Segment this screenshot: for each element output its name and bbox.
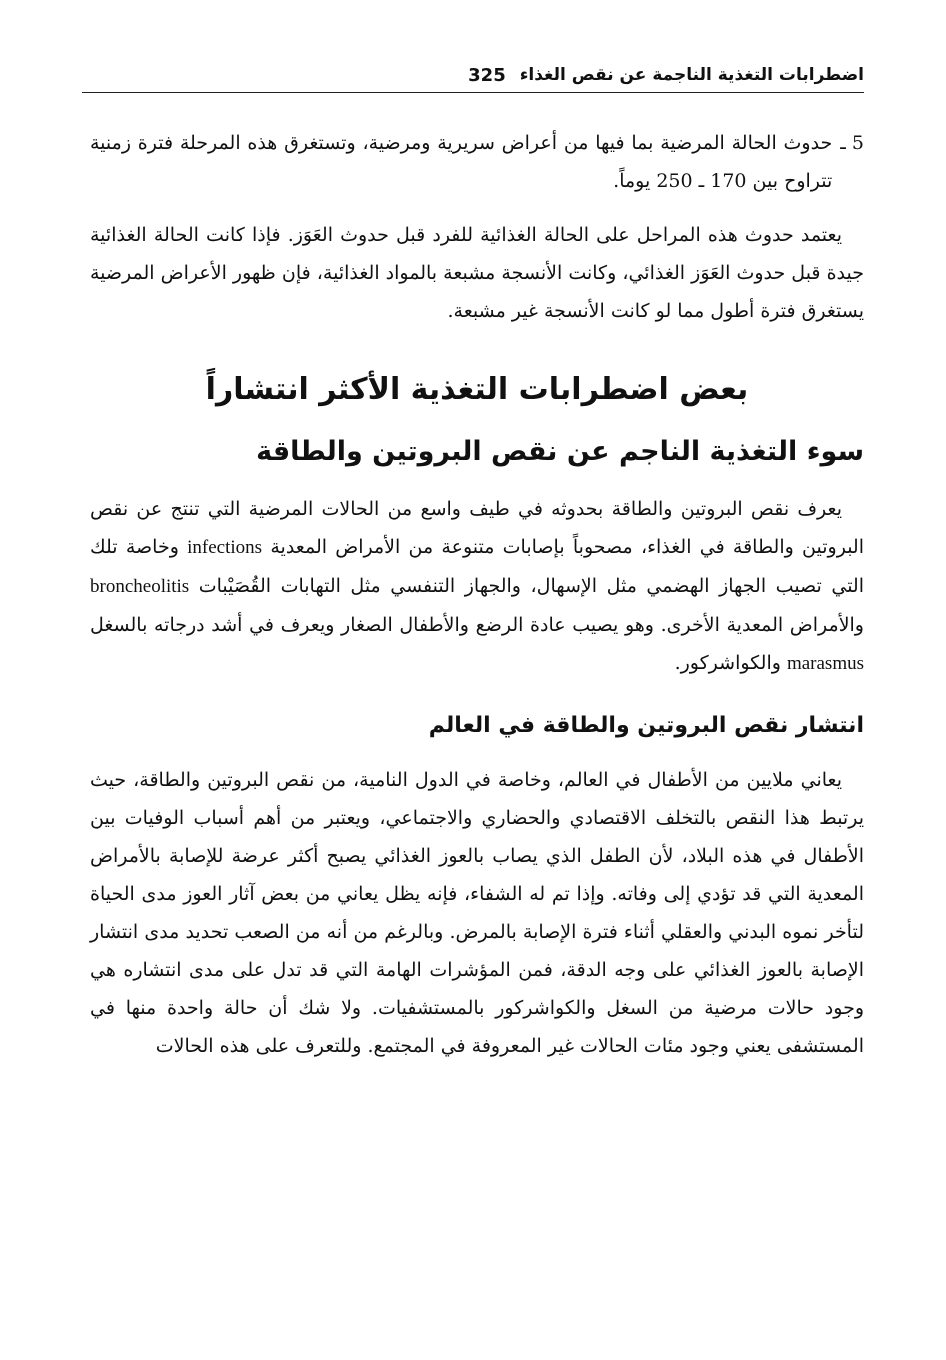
list-item-text: حدوث الحالة المرضية بما فيها من أعراض سريرية ومرضية، وتستغرق هذه المرحلة فترة زمنية تتراوح بين 170 ـ 250 يوماً. [90, 132, 833, 192]
term-broncheolitis: broncheolitis [90, 576, 190, 597]
paragraph-definition-part-3: والأمراض المعدية الأخرى. وهو يصيب عادة الرضع والأطفال الصغار ويعرف في أشد درجاته بالسغل [90, 614, 864, 636]
paragraph-prevalence: يعاني ملايين من الأطفال في العالم، وخاصة في الدول النامية، من نقص البروتين والطاقة، حيث يرتبط هذا النقص بالتخلف الاقتصادي والحضاري والاجتماعي، ويعتبر من أهم أسباب الوفيات بين الأطفال في هذه البلاد، لأن الطفل الذي يصاب بالعوز الغذائي يصبح أكثر عرضة للإصابة بالأمراض المعدية التي قد تؤدي إلى وفاته. وإذا تم له الشفاء، فإنه يظل يعاني من بعض آثار العوز مدى الحياة لتأخر نموه البدني والعقلي أثناء فترة الإصابة بالمرض. وبالرغم من أنه من الصعب تحديد مدى انتشار الإصابة بالعوز الغذائي على وجه الدقة، فمن المؤشرات الهامة التي قد تدل على مدى انتشاره هي وجود حالات مرضية من السغل والكواشركور بالمستشفيات. ولا شك أن حالة واحدة منها في المستشفى يعني وجود مئات الحالات غير المعروفة في المجتمع. وللتعرف على هذه الحالات [90, 769, 864, 1057]
list-item-number: 5 ـ [840, 132, 864, 154]
running-title: اضطرابات التغذية الناجمة عن نقص الغذاء [519, 65, 864, 85]
section-heading: سوء التغذية الناجم عن نقص البروتين والطاقة [256, 436, 864, 467]
page-number: 325 [468, 64, 506, 86]
main-heading: بعض اضطرابات التغذية الأكثر انتشاراً [205, 372, 749, 407]
term-infections: infections [187, 537, 263, 558]
paragraph-definition-part-2: وخاصة تلك التي تصيب الجهاز الهضمي مثل الإسهال، والجهاز التنفسي مثل التهابات القُصَيْبات [90, 536, 864, 597]
subsection-heading: انتشار نقص البروتين والطاقة في العالم [428, 713, 864, 738]
running-header [82, 58, 864, 93]
list-item [90, 124, 864, 200]
paragraph-definition [90, 490, 864, 683]
term-marasmus: marasmus [786, 653, 864, 674]
page-content [90, 124, 864, 1079]
paragraph-definition-part-1: يعرف نقص البروتين والطاقة بحدوثه في طيف واسع من الحالات المرضية التي تنتج عن نقص البروتين والطاقة في الغذاء، مصحوباً بإصابات متنوعة من الأمراض المعدية [90, 498, 865, 558]
paragraph-definition-part-4: والكواشركور. [674, 652, 781, 674]
paragraph-nutritional-state: يعتمد حدوث هذه المراحل على الحالة الغذائية للفرد قبل حدوث العَوَز. فإذا كانت الحالة الغذائية جيدة قبل حدوث العَوَز الغذائي، وكانت الأنسجة مشبعة بالمواد الغذائية، فإن ظهور الأعراض المرضية يستغرق فترة أطول مما لو كانت الأنسجة غير مشبعة. [90, 224, 864, 322]
